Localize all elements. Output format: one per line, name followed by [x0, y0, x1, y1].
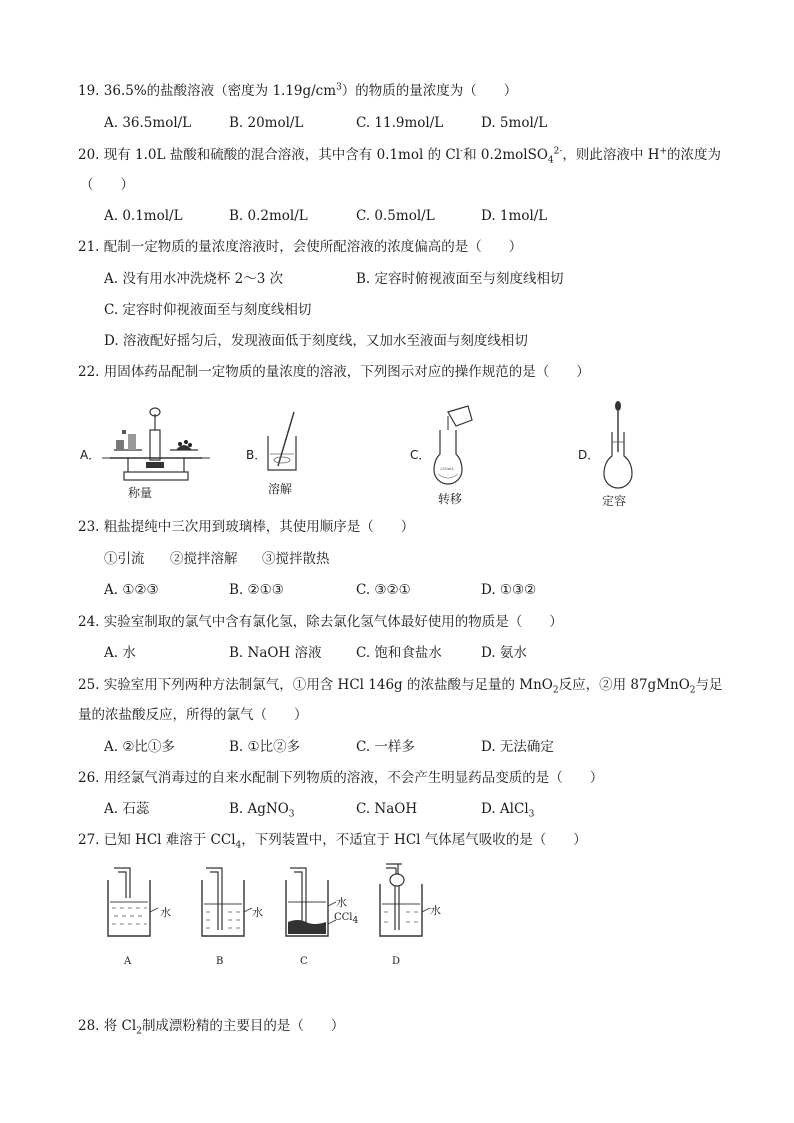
q24-option-c[interactable]: C. 饱和食盐水	[356, 645, 442, 661]
q21-stem: 21. 配制一定物质的量浓度溶液时，会使所配溶液的浓度偏高的是（ ）	[78, 239, 523, 255]
q19-stem: 19. 36.5%的盐酸溶液（密度为 $1.19g/cm^3$）的物质的量浓度为（ ）	[78, 82, 518, 99]
q28-stem: 28. 将 $Cl_2$制成漂粉精的主要目的是（ ）	[78, 1018, 345, 1037]
q26-option-b[interactable]: B. AgNO$_3$	[229, 801, 295, 820]
q27-c-water-label: 水	[336, 896, 347, 909]
q19-option-b[interactable]: B. 20mol/L	[229, 115, 304, 131]
q22-figure-b-letter: B．	[246, 448, 267, 462]
q20-option-c[interactable]: C. 0.5mol/L	[356, 208, 435, 224]
q23-option-a[interactable]: A. ①②③	[104, 582, 159, 598]
q22-stem: 22. 用固体药品配制一定物质的量浓度的溶液，下列图示对应的操作规范的是（ ）	[78, 364, 590, 380]
q22-figure-c-letter: C．	[410, 448, 431, 462]
q27-apparatus-b	[198, 864, 268, 974]
q20-option-b[interactable]: B. 0.2mol/L	[229, 208, 308, 224]
q24-option-b[interactable]: B. NaOH 溶液	[229, 645, 322, 661]
q23-option-d[interactable]: D. ①③②	[481, 582, 537, 598]
q26-stem: 26. 用经氯气消毒过的自来水配制下列物质的溶液，不会产生明显药品变质的是（ ）	[78, 770, 604, 786]
q22-caption-transfer: 转移	[438, 492, 463, 506]
q23-option-c[interactable]: C. ③②①	[356, 582, 411, 598]
volumetric-flask-pour-icon	[410, 404, 490, 490]
q27-d-water-label: 水	[430, 904, 441, 917]
q23-use-1: ①引流	[104, 551, 145, 567]
q27-apparatus-a	[104, 864, 174, 974]
q24-option-a[interactable]: A. 水	[104, 645, 136, 661]
q22-figure-c-transfer	[410, 404, 490, 504]
q27-letter-c: C	[300, 956, 308, 967]
q23-option-b[interactable]: B. ②①③	[229, 582, 284, 598]
q21-option-d[interactable]: D. 溶液配好摇匀后，发现液面低于刻度线，又加水至液面与刻度线相切	[104, 333, 528, 349]
q22-figure-d-letter: D．	[578, 448, 600, 462]
q21-option-c[interactable]: C. 定容时仰视液面至与刻度线相切	[104, 302, 312, 318]
q19-option-d[interactable]: D. 5mol/L	[481, 115, 548, 131]
q19-option-c[interactable]: C. 11.9mol/L	[356, 115, 444, 131]
q23-use-3: ③搅拌散热	[262, 551, 330, 567]
beaker-inverted-funnel-icon	[376, 860, 456, 944]
q22-caption-fill: 定容	[602, 494, 627, 508]
q22-caption-dissolve: 溶解	[268, 482, 293, 496]
q20-option-d[interactable]: D. 1mol/L	[481, 208, 548, 224]
q25-option-d[interactable]: D. 无法确定	[481, 739, 554, 755]
q20-stem-line2: （ ）	[80, 177, 134, 193]
beaker-ccl4-layer-icon	[282, 864, 372, 944]
q22-figure-d-fill-to-mark	[578, 398, 658, 508]
q26-option-a[interactable]: A. 石蕊	[104, 801, 150, 817]
beaker-stirring-icon	[246, 410, 306, 480]
q26-option-c[interactable]: C. NaOH	[356, 801, 418, 817]
q23-use-2: ②搅拌溶解	[170, 551, 238, 567]
q25-stem-line2: 量的浓盐酸反应，所得的氯气（ ）	[78, 707, 308, 723]
q27-stem: 27. 已知 HCl 难溶于 CCl$_4$，下列装置中，不适宜于 HCl 气体尾气吸收的是（ ）	[78, 832, 587, 851]
q27-letter-d: D	[392, 956, 401, 967]
q24-option-d[interactable]: D. 氨水	[481, 645, 527, 661]
q27-apparatus-c	[282, 864, 372, 974]
q20-stem: 20. 现有 1.0L 盐酸和硫酸的混合溶液，其中含有 0.1mol 的 Cl-和 0.2molSO$_4^{2-}$，则此溶液中 H+的浓度为	[78, 146, 722, 166]
q25-stem: 25. 实验室用下列两种方法制氯气，①用含 HCl 146g 的浓盐酸与足量的 MnO$_2$反应，②用 87gMnO$_2$与足	[78, 677, 723, 696]
q22-figure-a-balance	[80, 400, 220, 500]
q25-option-b[interactable]: B. ①比②多	[229, 739, 301, 755]
q27-letter-b: B	[216, 956, 224, 967]
q25-option-a[interactable]: A. ②比①多	[104, 739, 175, 755]
q27-apparatus-d	[376, 860, 456, 974]
q24-stem: 24. 实验室制取的氯气中含有氯化氢，除去氯化氢气体最好使用的物质是（ ）	[78, 614, 563, 630]
q26-option-d[interactable]: D. AlCl$_3$	[481, 801, 535, 820]
q22-figure-b-dissolve	[246, 410, 306, 500]
q23-stem: 23. 粗盐提纯中三次用到玻璃棒，其使用顺序是（ ）	[78, 519, 415, 535]
q27-letter-a: A	[124, 956, 132, 967]
svg-text:250mL: 250mL	[440, 466, 455, 471]
q27-a-water-label: 水	[160, 906, 171, 919]
q19-option-a[interactable]: A. 36.5mol/L	[104, 115, 192, 131]
q20-option-a[interactable]: A. 0.1mol/L	[104, 208, 183, 224]
q27-c-ccl4-label: CCl$_4$	[334, 912, 359, 926]
q27-b-water-label: 水	[252, 906, 263, 919]
q21-option-b[interactable]: B. 定容时俯视液面至与刻度线相切	[356, 271, 564, 287]
q21-option-a[interactable]: A. 没有用水冲洗烧杯 2～3 次	[104, 271, 284, 287]
dropper-flask-icon	[578, 398, 658, 494]
q25-option-c[interactable]: C. 一样多	[356, 739, 415, 755]
q22-caption-weigh: 称量	[128, 486, 153, 500]
q22-figure-a-letter: A．	[80, 448, 101, 462]
